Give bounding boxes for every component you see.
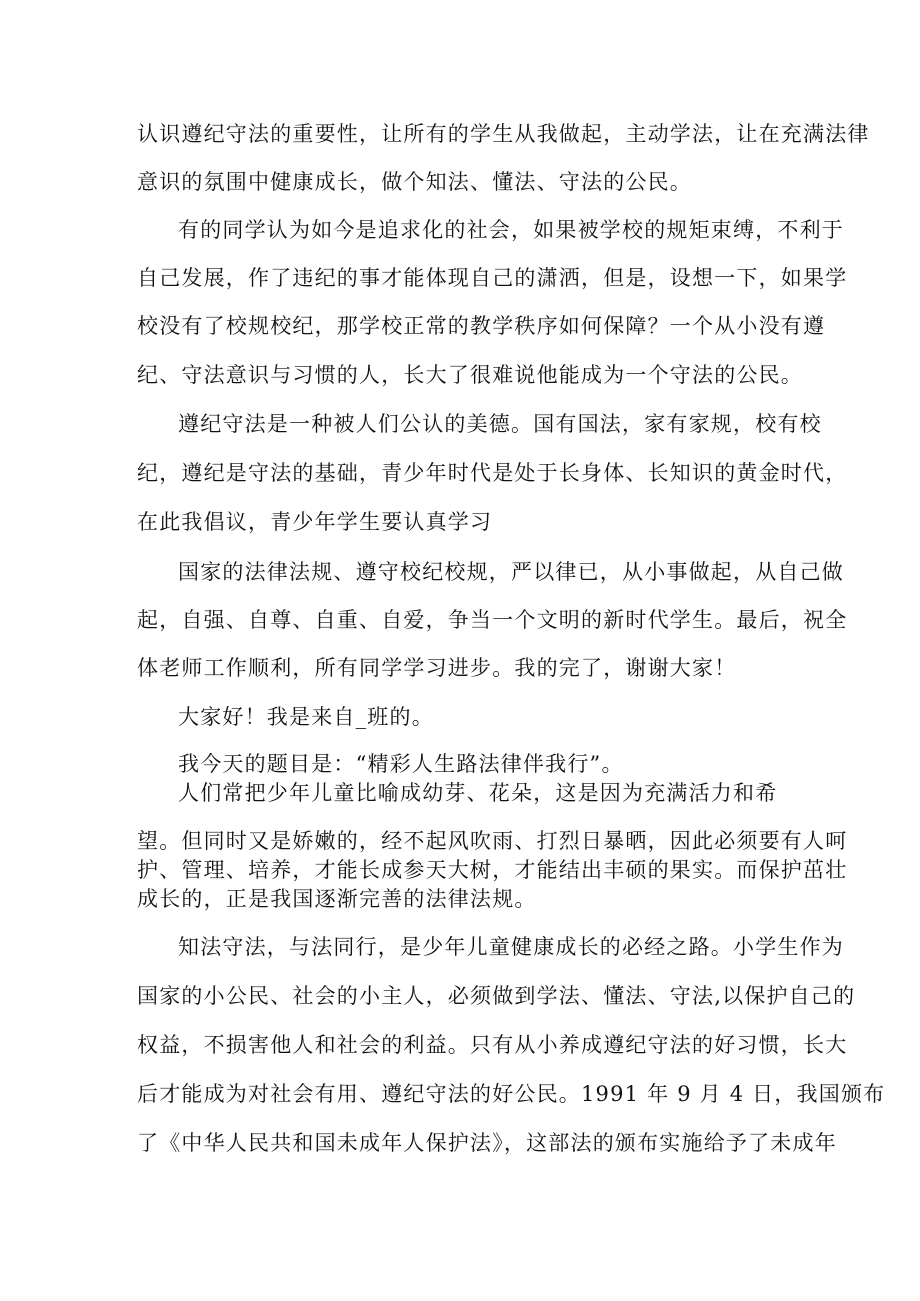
text-line: 我今天的题目是：“精彩人生路法律伴我行”。 (178, 752, 624, 776)
text-line: 望。但同时又是娇嫩的，经不起风吹雨、打烈日暴晒，因此必须要有人呵 (137, 829, 848, 853)
text-line: 起，自强、自尊、自重、自爱，争当一个文明的新时代学生。最后，祝全 (137, 608, 848, 632)
text-line: 了《中华人民共和国未成年人保护法》，这部法的颁布实施给予了未成年 (137, 1131, 837, 1155)
text-line: 纪，遵纪是守法的基础，青少年时代是处于长身体、长知识的黄金时代， (137, 461, 848, 485)
text-line: 护、管理、培养，才能长成参天大树，才能结出丰硕的果实。而保护茁壮 (137, 858, 848, 882)
text-line: 知法守法，与法同行，是少年儿童健康成长的必经之路。小学生作为 (178, 935, 844, 959)
text-line: 国家的小公民、社会的小主人，必须做到学法、懂法、守法,以保护自己的 (137, 984, 856, 1008)
text-line: 自己发展，作了违纪的事才能体现自己的潇洒，但是，设想一下，如果学 (137, 266, 848, 290)
text-line: 大家好！我是来自_班的。 (178, 705, 434, 729)
text-line: 权益，不损害他人和社会的利益。只有从小养成遵纪守法的好习惯，长大 (137, 1033, 848, 1057)
text-line: 纪、守法意识与习惯的人，长大了很难说他能成为一个守法的公民。 (137, 363, 803, 387)
text-line: 认识遵纪守法的重要性，让所有的学生从我做起，主动学法，让在充满法律 (137, 122, 870, 146)
text-line: 校没有了校规校纪，那学校正常的教学秩序如何保障？一个从小没有遵 (137, 314, 826, 338)
text-line: 遵纪守法是一种被人们公认的美德。国有国法，家有家规，校有校 (178, 412, 822, 436)
text-line: 后才能成为对社会有用、遵纪守法的好公民。1991 年 9 月 4 日，我国颁布 (137, 1082, 886, 1106)
text-line: 意识的氛围中健康成长，做个知法、懂法、守法的公民。 (137, 170, 692, 194)
text-line: 有的同学认为如今是追求化的社会，如果被学校的规矩束缚，不利于 (178, 218, 844, 242)
text-line: 成长的，正是我国逐渐完善的法律法规。 (137, 887, 537, 911)
text-line: 在此我倡议，青少年学生要认真学习 (137, 510, 493, 534)
text-line: 体老师工作顺利，所有同学学习进步。我的完了，谢谢大家！ (137, 656, 737, 680)
text-line: 国家的法律法规、遵守校纪校规，严以律已，从小事做起，从自己做 (178, 560, 844, 584)
text-line: 人们常把少年儿童比喻成幼芽、花朵，这是因为充满活力和希 (178, 781, 778, 805)
